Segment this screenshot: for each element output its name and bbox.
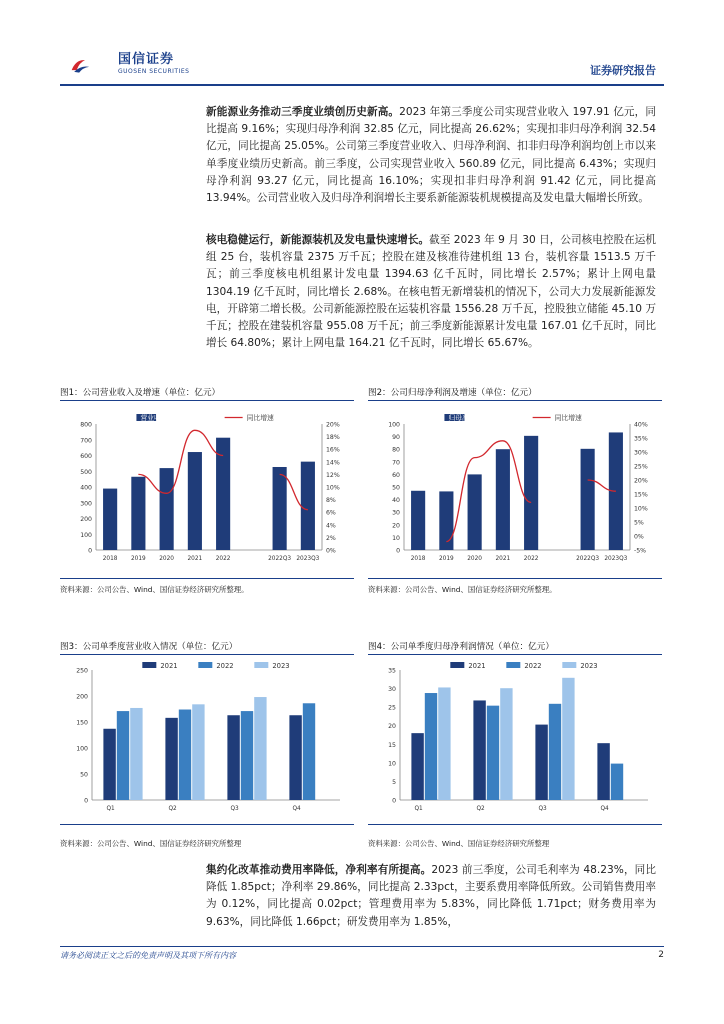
y2-tick-label: 8% [326, 497, 336, 505]
bar [411, 491, 425, 550]
y-tick-label: 500 [80, 468, 92, 476]
x-tick-label: Q1 [106, 806, 115, 812]
paragraph-1-lead: 新能源业务推动三季度业绩创历史新高。 [206, 106, 400, 118]
x-tick-label: 2019 [438, 556, 454, 562]
bar-2022 [241, 711, 253, 800]
x-tick-label: 2022 [523, 556, 539, 562]
bar-2023 [254, 697, 266, 800]
bar [496, 449, 510, 550]
footer-divider [60, 946, 664, 947]
bar [103, 489, 117, 550]
y2-tick-label: 2% [326, 534, 336, 542]
legend-label: 2021 [160, 662, 178, 670]
bar-2022 [303, 703, 315, 800]
paragraph-1 [206, 104, 656, 207]
bar-2023 [192, 704, 204, 800]
fig4-chart [368, 658, 662, 820]
footer-disclaimer: 请务必阅读正文之后的免责声明及其项下所有内容 [60, 951, 236, 960]
fig1-chart [60, 404, 354, 576]
paragraph-3-body: 2023 前三季度，公司毛利率为 48.23%，同比降低 1.85pct；净利率 29.86%，同比提高 2.33pct，主要系费用率降低所致。公司销售费用率为 0.12%，同比提高 0.02pct；管理费用率为 5.83%，同比降低 1.71pct；财务费用率为 9.63%，同比降低 1.66pct；研发费用率为 1.85%， [206, 864, 657, 928]
y-tick-label: 15 [388, 741, 396, 749]
y2-tick-label: 16% [326, 446, 340, 454]
x-tick-label: Q4 [600, 806, 609, 812]
y-tick-label: 300 [80, 500, 92, 508]
y2-tick-label: 6% [326, 509, 336, 517]
y2-tick-label: 14% [326, 459, 340, 467]
y2-tick-label: 12% [326, 471, 340, 479]
x-tick-label: 2021 [187, 556, 203, 562]
x-tick-label: Q2 [168, 806, 177, 812]
x-tick-label: 2023Q3 [296, 556, 320, 562]
x-tick-label: 2022Q3 [576, 556, 600, 562]
fig4-top-rule [368, 654, 662, 655]
bar [273, 467, 287, 550]
fig4-bottom-rule [368, 824, 662, 825]
y-tick-label: 60 [392, 471, 400, 479]
legend-label: 2023 [272, 662, 290, 670]
bar-2022 [425, 693, 437, 800]
x-tick-label: 2020 [159, 556, 175, 562]
y-tick-label: 150 [76, 719, 88, 727]
bar-2021 [227, 715, 239, 800]
y-tick-label: 700 [80, 437, 92, 445]
y2-tick-label: 10% [634, 505, 648, 513]
y-tick-label: 10 [388, 760, 396, 768]
fig1-source: 资料来源：公司公告、Wind、国信证券经济研究所整理。 [60, 585, 249, 594]
bar-2022 [487, 706, 499, 800]
fig3-title: 图3：公司单季度营业收入情况（单位：亿元） [60, 642, 238, 652]
paragraph-2-lead: 核电稳健运行，新能源装机及发电量快速增长。 [206, 234, 430, 246]
y-tick-label: 0 [396, 547, 400, 555]
fig4-source: 资料来源：公司公告、Wind、国信证券经济研究所整理 [368, 839, 550, 848]
x-tick-label: Q3 [538, 806, 547, 812]
legend-label: 2022 [216, 662, 234, 670]
legend-swatch [142, 662, 156, 668]
legend-swatch [450, 662, 464, 668]
guosen-logo-icon [70, 48, 120, 84]
bar-2021 [473, 700, 485, 800]
bar [581, 449, 595, 550]
legend-line-label: 同比增速 [246, 414, 274, 422]
y2-tick-label: 18% [326, 434, 340, 442]
y-tick-label: 100 [76, 745, 88, 753]
y-tick-label: 250 [76, 667, 88, 675]
legend-label: 2021 [468, 662, 486, 670]
x-tick-label: Q1 [414, 806, 423, 812]
y2-tick-label: 10% [326, 484, 340, 492]
bar [131, 477, 145, 550]
page-header [60, 40, 664, 84]
paragraph-2-body: 截至 2023 年 9 月 30 日，公司核电控股在运机组 25 台，装机容量 2375 万千瓦；控股在建及核准待建机组 13 台，装机容量 1513.5 万千瓦；前三季度核电机组累计发电量 1394.63 亿千瓦时，同比增长 2.57%；累计上网电量 1304.19 亿千瓦时，同比增长 2.68%。在核电暂无新增装机的情况下，公司大力发展新能源发电，开辟第二增长极。公司新能源控股在运装机容量 1556.28 万千瓦，控股独立储能 45.10 万千瓦；控股在建装机容量 955.08 万千瓦；前三季度新能源累计发电量 167.01 亿千瓦时，同比增长 64.80%；累计上网电量 164.21 亿千瓦时，同比增长 65.67%。 [206, 234, 657, 350]
y-tick-label: 800 [80, 421, 92, 429]
x-tick-label: 2018 [102, 556, 118, 562]
fig2-chart [368, 404, 662, 576]
bar-2021 [165, 718, 177, 800]
paragraph-2 [206, 232, 656, 352]
x-tick-label: 2022Q3 [268, 556, 292, 562]
report-type: 证券研究报告 [590, 64, 656, 77]
fig2-source: 资料来源：公司公告、Wind、国信证券经济研究所整理。 [368, 585, 557, 594]
paragraph-3-lead: 集约化改革推动费用率降低，净利率有所提高。 [206, 864, 432, 876]
bar [468, 474, 482, 550]
y-tick-label: 50 [392, 484, 400, 492]
y2-tick-label: 5% [634, 519, 644, 527]
y2-tick-label: 20% [326, 421, 340, 429]
fig2-bottom-rule [368, 578, 662, 579]
y2-tick-label: 35% [634, 435, 648, 443]
legend-label: 2022 [524, 662, 542, 670]
x-tick-label: 2021 [495, 556, 511, 562]
y-tick-label: 0 [392, 797, 396, 805]
fig1-title: 图1：公司营业收入及增速（单位：亿元） [60, 388, 221, 398]
bar-2022 [179, 710, 191, 800]
legend-swatch [562, 662, 576, 668]
fig3-top-rule [60, 654, 354, 655]
legend-bar-label: 营业收入 [140, 414, 168, 422]
fig3-chart [60, 658, 354, 820]
header-divider [60, 84, 664, 86]
paragraph-3 [206, 862, 656, 931]
y-tick-label: 50 [80, 771, 88, 779]
fig2-title: 图2：公司归母净利润及增速（单位：亿元） [368, 388, 537, 398]
y2-tick-label: 4% [326, 522, 336, 530]
paragraph-1-body: 2023 年第三季度公司实现营业收入 197.91 亿元，同比提高 9.16%；实现归母净利润 32.85 亿元，同比提高 26.62%；实现扣非归母净利润 32.54 亿元，同比提高 25.05%。公司第三季度营业收入、归母净利润、扣非归母净利润均创上市以来单季度业绩历史新高。前三季度，公司实现营业收入 560.89 亿元，同比提高 6.43%；实现归母净利润 93.27 亿元，同比提高 16.10%；实现扣非归母净利润 91.42 亿元，同比提高 13.94%。公司营业收入及归母净利润增长主要系新能源装机规模提高及发电量大幅增长所致。 [206, 106, 656, 205]
bar-2021 [597, 743, 609, 800]
y-tick-label: 100 [80, 531, 92, 539]
fig1-top-rule [60, 400, 354, 401]
bar-2023 [130, 708, 142, 800]
bar-2023 [438, 687, 450, 800]
y-tick-label: 20 [392, 522, 400, 530]
y2-tick-label: 25% [634, 463, 648, 471]
y-tick-label: 35 [388, 667, 396, 675]
bar [301, 462, 315, 550]
fig1-bottom-rule [60, 578, 354, 579]
y-tick-label: 90 [392, 434, 400, 442]
bar [188, 452, 202, 550]
x-tick-label: Q3 [230, 806, 239, 812]
x-tick-label: 2018 [410, 556, 426, 562]
legend-swatch [506, 662, 520, 668]
y-tick-label: 25 [388, 704, 396, 712]
y-tick-label: 200 [76, 693, 88, 701]
page-number: 2 [658, 950, 664, 960]
growth-line-annual [138, 430, 223, 493]
fig2-top-rule [368, 400, 662, 401]
y2-tick-label: 0% [634, 533, 644, 541]
fig3-bottom-rule [60, 824, 354, 825]
y-tick-label: 20 [388, 723, 396, 731]
legend-line-label: 同比增速 [554, 414, 582, 422]
y2-tick-label: 40% [634, 421, 648, 429]
y-tick-label: 5 [392, 778, 396, 786]
y2-tick-label: 15% [634, 491, 648, 499]
x-tick-label: 2023Q3 [604, 556, 628, 562]
y-tick-label: 0 [88, 547, 92, 555]
legend-label: 2023 [580, 662, 598, 670]
x-tick-label: 2022 [215, 556, 231, 562]
y-tick-label: 200 [80, 516, 92, 523]
fig4-title: 图4：公司单季度归母净利润情况（单位：亿元） [368, 642, 554, 652]
x-tick-label: Q4 [292, 806, 301, 812]
bar [524, 436, 538, 550]
x-tick-label: 2019 [130, 556, 146, 562]
logo-cn-text: 国信证券 [118, 52, 175, 67]
x-tick-label: Q2 [476, 806, 485, 812]
fig3-source: 资料来源：公司公告、Wind、国信证券经济研究所整理 [60, 839, 242, 848]
bar-2021 [103, 729, 115, 800]
y-tick-label: 30 [388, 686, 396, 694]
legend-swatch [198, 662, 212, 668]
bar-2022 [117, 711, 129, 800]
bar-2021 [411, 733, 423, 800]
bar-2023 [562, 678, 574, 800]
y-tick-label: 40 [392, 497, 400, 505]
logo-en-text: GUOSEN SECURITIES [118, 68, 190, 75]
y-tick-label: 30 [392, 509, 400, 517]
y-tick-label: 80 [392, 446, 400, 454]
y-tick-label: 70 [392, 459, 400, 467]
y-tick-label: 100 [388, 421, 400, 429]
y2-tick-label: 20% [634, 477, 648, 485]
growth-line-annual [446, 441, 531, 542]
y-tick-label: 400 [80, 484, 92, 492]
y2-tick-label: 0% [326, 547, 336, 555]
y2-tick-label: -5% [634, 547, 647, 555]
bar-2022 [549, 704, 561, 800]
bar-2022 [611, 764, 623, 800]
legend-swatch [254, 662, 268, 668]
bar [160, 468, 174, 550]
legend-bar-label: 归母净利润 [448, 414, 483, 422]
y-tick-label: 0 [84, 797, 88, 805]
y-tick-label: 600 [80, 453, 92, 460]
bar-2021 [289, 715, 301, 800]
y2-tick-label: 30% [634, 449, 648, 457]
y-tick-label: 10 [392, 534, 400, 542]
bar-2021 [535, 725, 547, 800]
x-tick-label: 2020 [467, 556, 483, 562]
bar-2023 [500, 688, 512, 800]
